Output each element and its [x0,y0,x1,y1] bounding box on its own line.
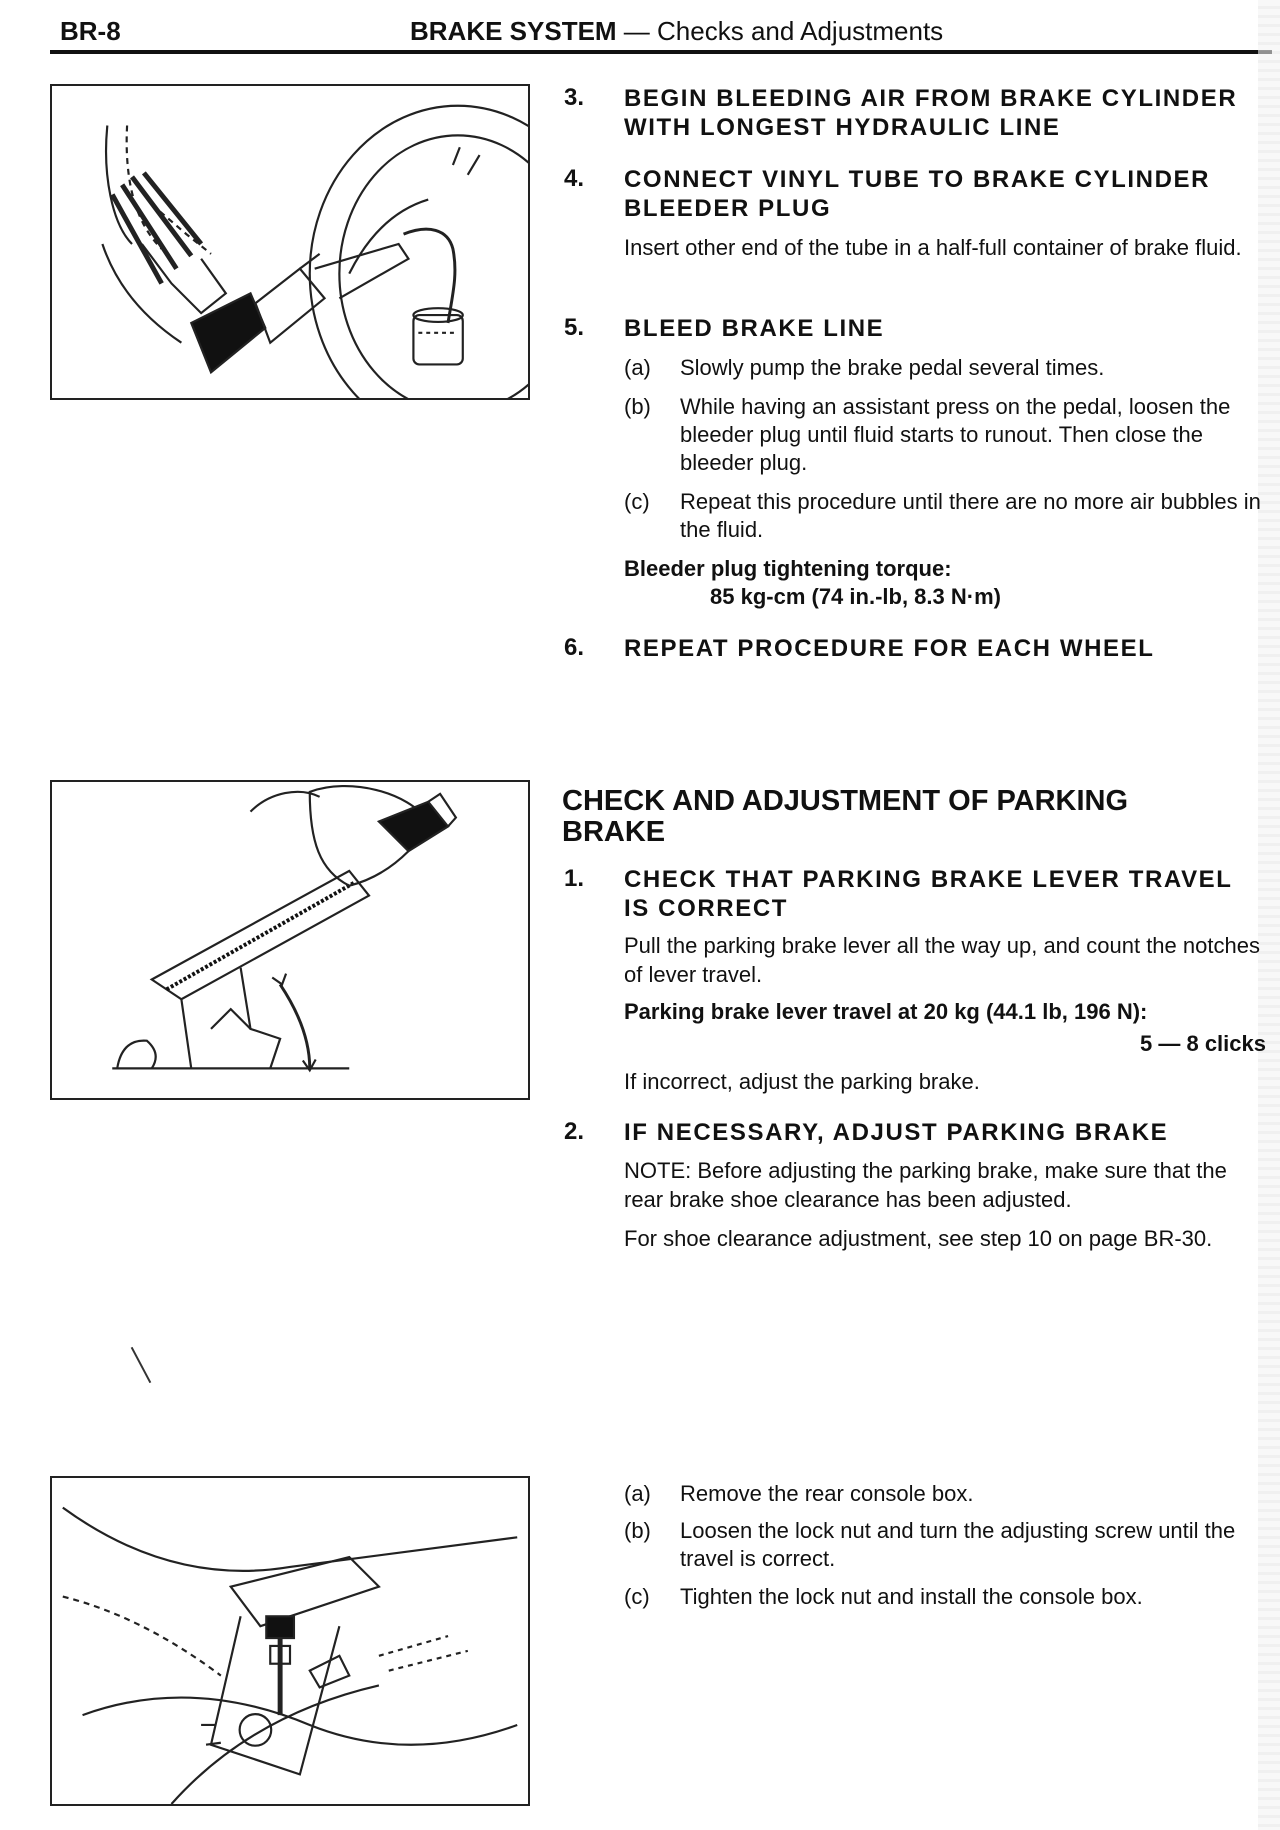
spec-value: 85 kg-cm (74 in.-lb, 8.3 N·m) [710,584,1001,609]
item-label: (c) [624,489,650,514]
step-number: 1. [564,865,585,892]
step-body: Pull the parking brake lever all the way up, and count the notches of lever travel. [624,933,1260,987]
step-title: BEGIN BLEEDING AIR FROM BRAKE CYLINDER WITH LONGEST HYDRAULIC LINE [624,85,1238,141]
step-body: For shoe clearance adjustment, see step 10 on page BR-30. [624,1226,1213,1251]
step-title: REPEAT PROCEDURE FOR EACH WHEEL [624,635,1155,662]
step-number: 4. [564,165,585,192]
step-number: 2. [564,1118,585,1145]
spec-label: Parking brake lever travel at 20 kg (44.1 lb, 196 N): [624,999,1148,1024]
step-title: IF NECESSARY, ADJUST PARKING BRAKE [624,1119,1169,1146]
running-head [410,16,943,47]
step-number: 5. [564,314,585,341]
step-title: CONNECT VINYL TUBE TO BRAKE CYLINDER BLEEDER PLUG [624,166,1211,222]
header-separator: — [616,16,658,46]
header-rule [50,50,1272,54]
section-title: CHECK AND ADJUSTMENT OF PARKING BRAKE [562,785,1129,848]
item-label: (c) [624,1584,650,1609]
stray-mark [131,1347,152,1383]
subsection-name: Checks and Adjustments [657,16,944,46]
item-text: Repeat this procedure until there are no more air bubbles in the fluid. [680,489,1261,542]
step-note: If incorrect, adjust the parking brake. [624,1069,980,1094]
step-title: BLEED BRAKE LINE [624,315,885,342]
item-text: Slowly pump the brake pedal several times. [680,355,1105,380]
item-label: (b) [624,1518,651,1543]
figure-brake-bleeding [50,84,530,400]
section-name: BRAKE SYSTEM [410,16,617,46]
spec-label: Bleeder plug tightening torque: [624,556,952,581]
item-text: While having an assistant press on the pedal, loosen the bleeder plug until fluid starts to runout. Then close the bleeder plug. [680,394,1231,475]
item-text: Loosen the lock nut and turn the adjusting screw until the travel is correct. [680,1518,1236,1571]
page-header [0,0,1272,56]
item-label: (b) [624,394,651,419]
step-title: CHECK THAT PARKING BRAKE LEVER TRAVEL IS CORRECT [624,866,1233,922]
figure-parking-brake-lever [50,780,530,1100]
step-body: Insert other end of the tube in a half-full container of brake fluid. [624,235,1242,260]
step-number: 6. [564,634,585,661]
note-text: NOTE: Before adjusting the parking brake, make sure that the rear brake shoe clearance has been adjusted. [624,1158,1227,1212]
spec-value: 5 — 8 clicks [1140,1031,1266,1056]
page-number: BR-8 [60,16,121,46]
item-text: Remove the rear console box. [680,1481,974,1506]
step-number: 3. [564,84,585,111]
item-label: (a) [624,355,651,380]
item-label: (a) [624,1481,651,1506]
item-text: Tighten the lock nut and install the console box. [680,1584,1143,1609]
figure-adjusting-screw [50,1476,530,1806]
